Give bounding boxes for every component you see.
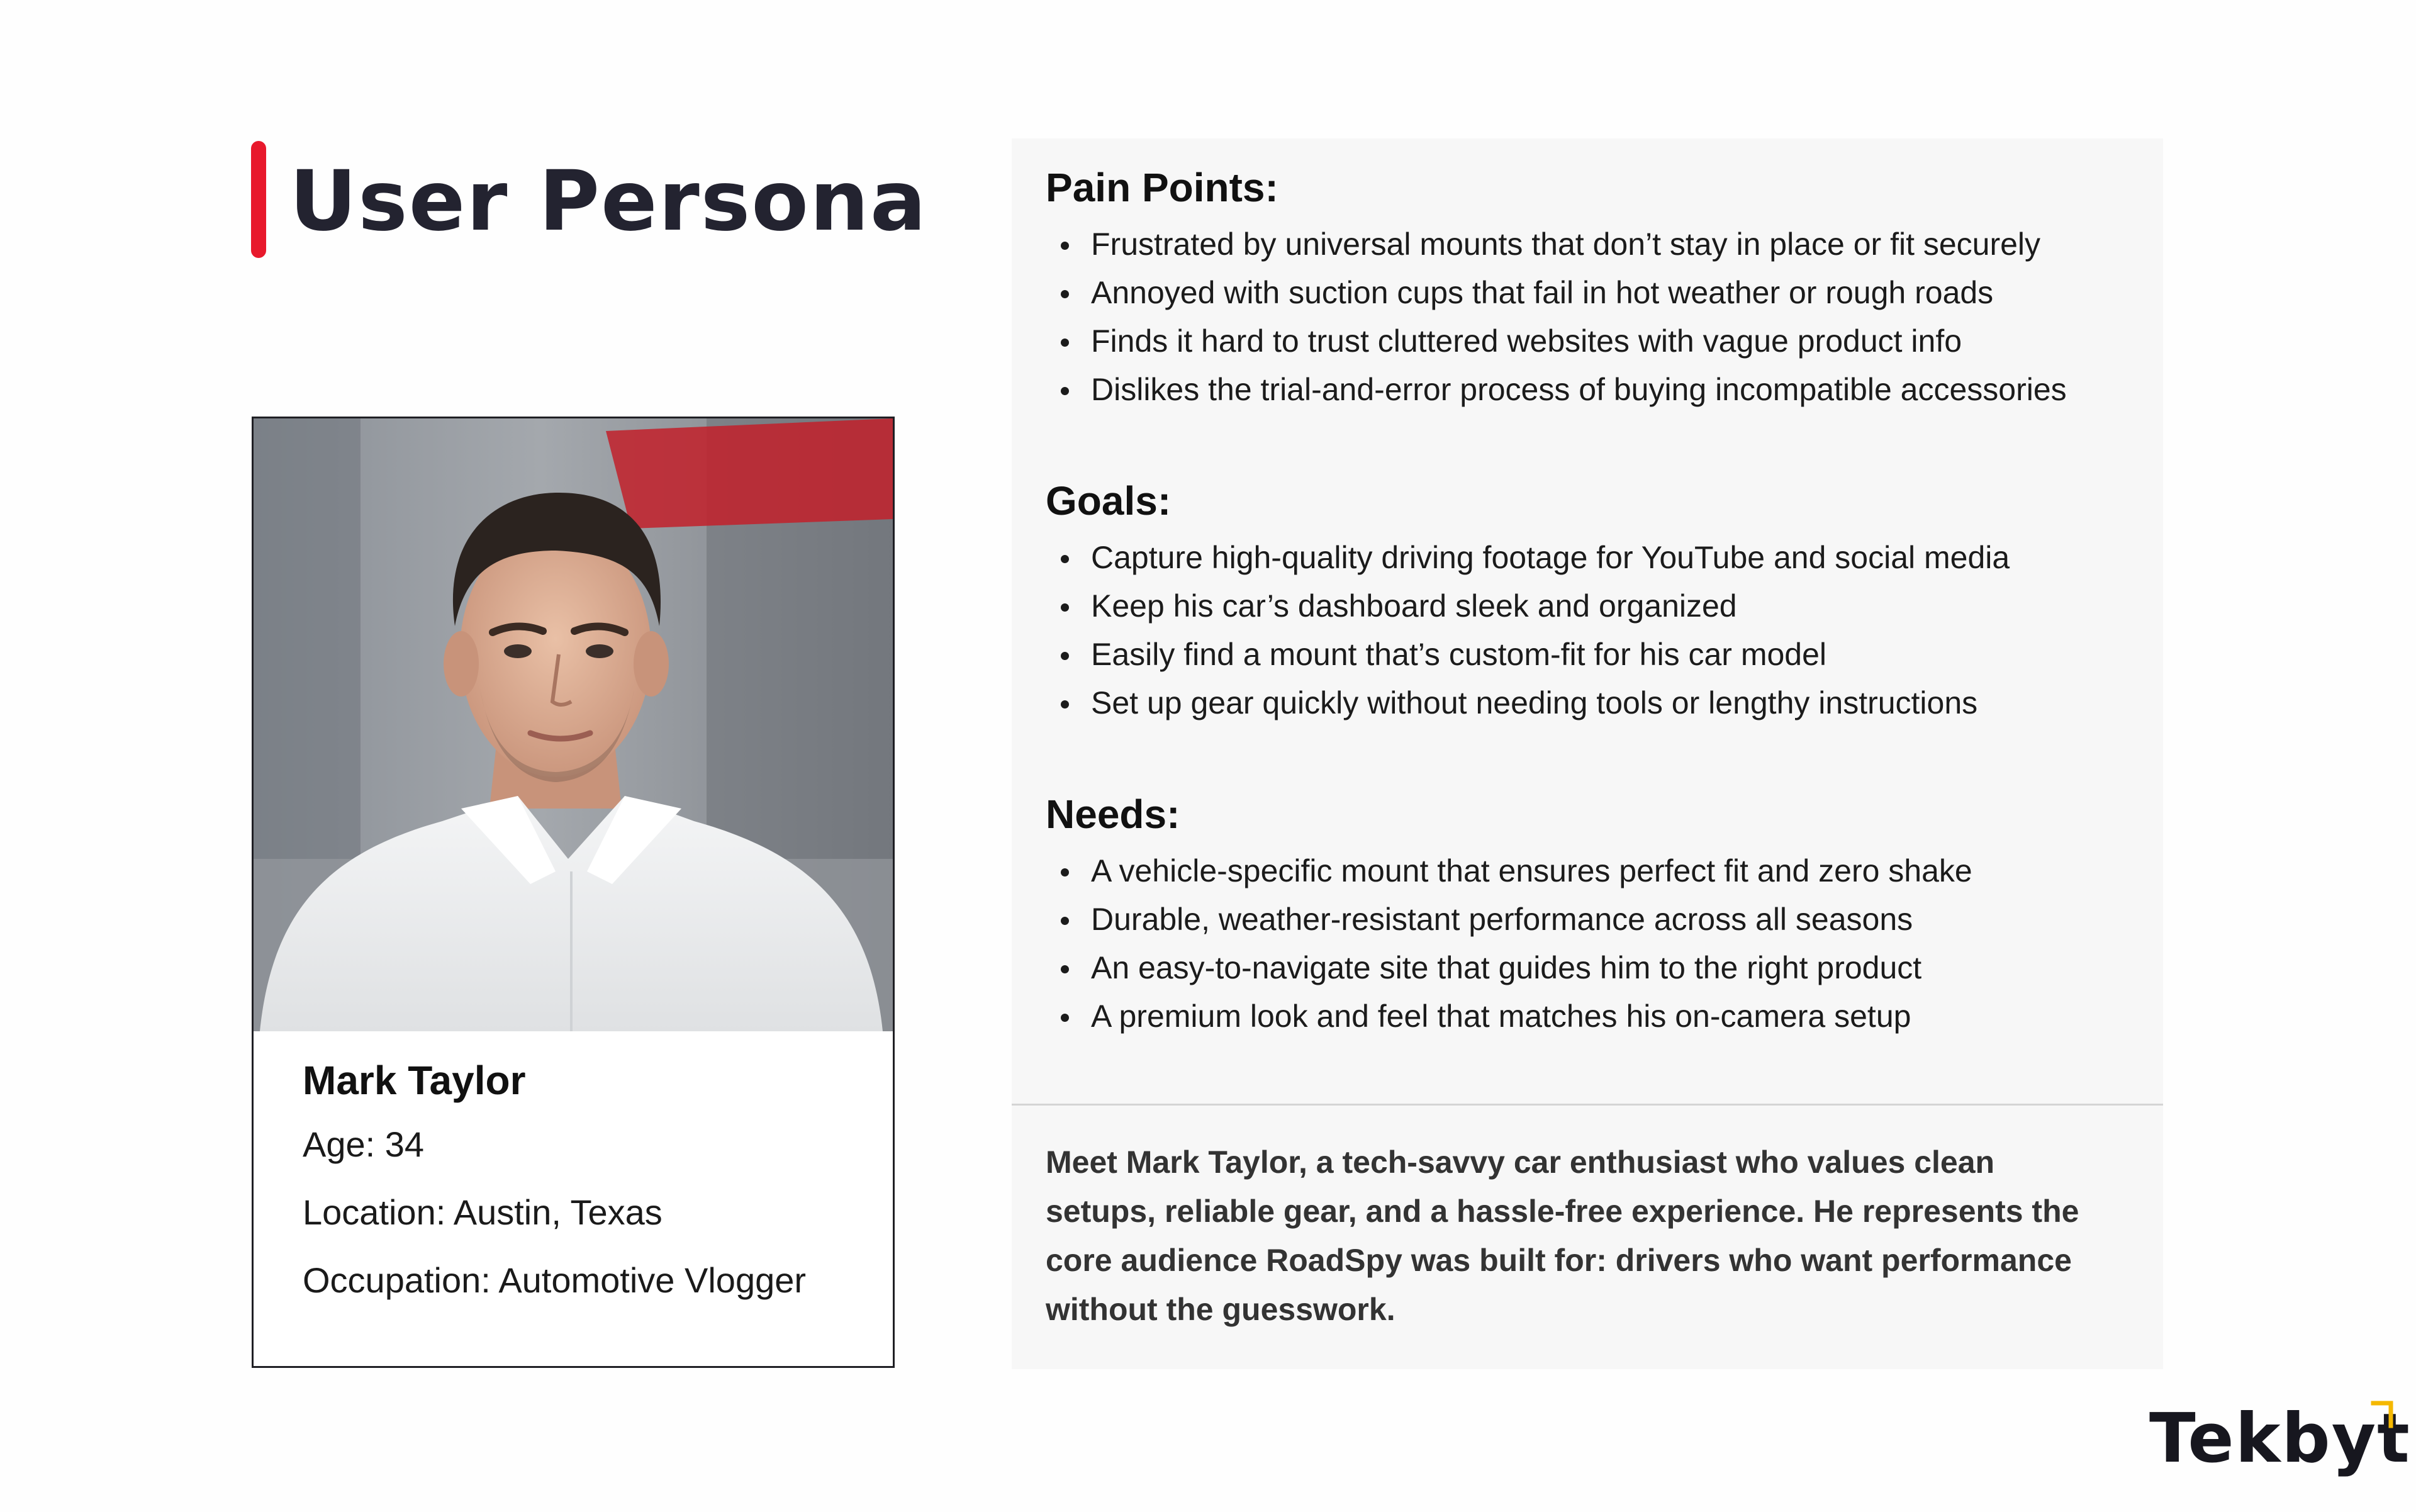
goals-heading: Goals: [1046, 478, 1172, 524]
location-value: Austin, Texas [453, 1192, 663, 1232]
list-item: A vehicle-specific mount that ensures perfect fit and zero shake [1046, 847, 2138, 895]
list-item: Set up gear quickly without needing tools or lengthy instructions [1046, 679, 2138, 727]
page-title: User Persona [289, 153, 927, 250]
list-item: Dislikes the trial-and-error process of buying incompatible accessories [1046, 366, 2138, 414]
list-item: Easily find a mount that’s custom-fit for his car model [1046, 630, 2138, 679]
list-item: A premium look and feel that matches his on-camera setup [1046, 992, 2138, 1041]
title-accent-bar [251, 141, 266, 258]
needs-list [1046, 847, 2138, 1041]
persona-age [303, 1122, 868, 1167]
list-item: Durable, weather-resistant performance across all seasons [1046, 895, 2138, 944]
persona-photo [254, 418, 893, 1031]
panel-divider [1012, 1104, 2163, 1106]
age-label: Age: [303, 1124, 376, 1164]
location-label: Location: [303, 1192, 446, 1232]
pain-points-heading: Pain Points: [1046, 165, 1278, 210]
persona-location [303, 1190, 868, 1235]
list-item: Frustrated by universal mounts that don’t stay in place or fit securely [1046, 220, 2138, 269]
persona-occupation [303, 1258, 868, 1303]
logo-text: Tekbyt [2149, 1399, 2411, 1478]
pain-points-list [1046, 220, 2138, 414]
persona-name: Mark Taylor [303, 1058, 526, 1103]
brand-logo [2149, 1392, 2411, 1486]
persona-details-panel [1012, 138, 2163, 1369]
occupation-value: Automotive Vlogger [498, 1260, 807, 1300]
persona-card [252, 417, 895, 1368]
list-item: Capture high-quality driving footage for YouTube and social media [1046, 534, 2138, 582]
logo-corner-mark [2371, 1401, 2393, 1451]
list-item: Annoyed with suction cups that fail in hot weather or rough roads [1046, 269, 2138, 317]
list-item: An easy-to-navigate site that guides him to the right product [1046, 944, 2138, 992]
list-item: Keep his car’s dashboard sleek and organized [1046, 582, 2138, 630]
needs-section [1046, 788, 2138, 1041]
age-value: 34 [384, 1124, 425, 1164]
needs-heading: Needs: [1046, 792, 1180, 837]
persona-summary: Meet Mark Taylor, a tech-savvy car enthusiast who values clean setups, reliable gear, and a hassle-free experience. He represents the core audience RoadSpy was built for: drivers who want performance without the guesswork. [1046, 1145, 2079, 1327]
goals-list [1046, 534, 2138, 727]
pain-points-section [1046, 161, 2138, 414]
goals-section [1046, 474, 2138, 727]
occupation-label: Occupation: [303, 1260, 491, 1300]
list-item: Finds it hard to trust cluttered websites with vague product info [1046, 317, 2138, 366]
persona-details [303, 1054, 868, 1326]
